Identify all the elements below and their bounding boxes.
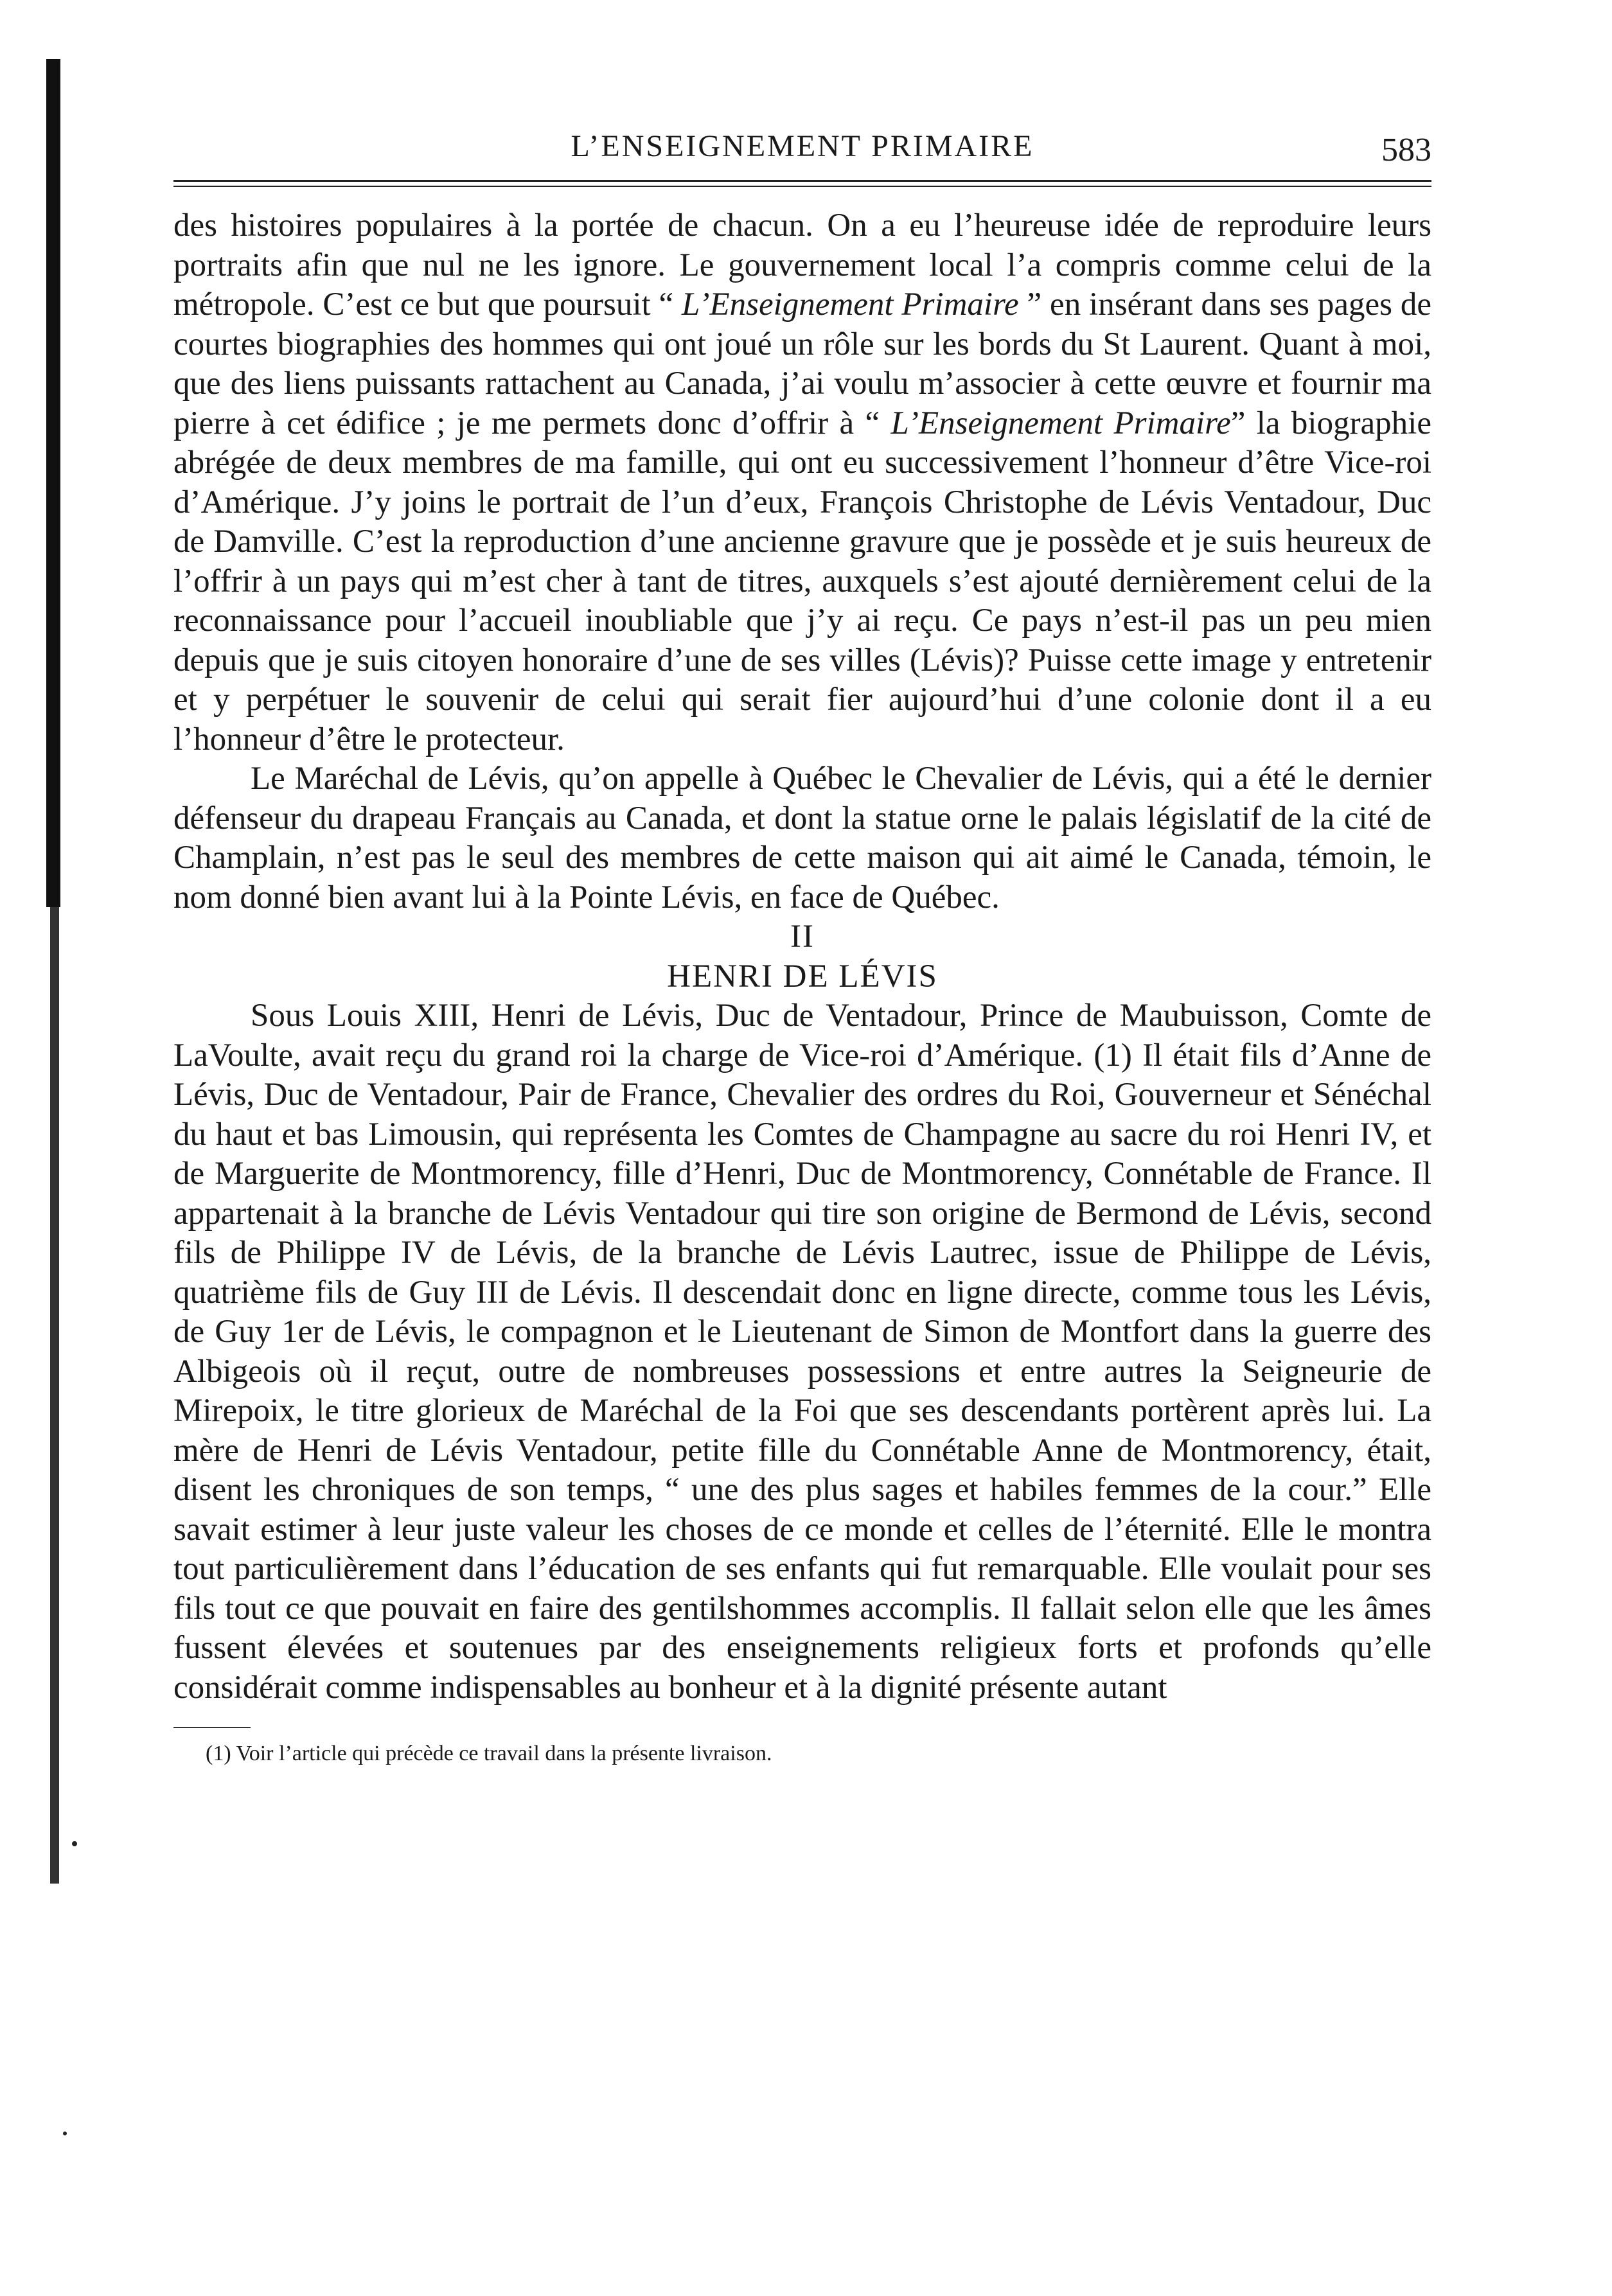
page-number: 583 bbox=[1381, 132, 1431, 168]
paragraph-1 bbox=[173, 206, 1431, 759]
binding-edge-lower bbox=[50, 907, 59, 1884]
paragraph-3: Sous Louis XIII, Henri de Lévis, Duc de Ventadour, Prince de Maubuisson, Comte de LaVoulte, avait reçu du grand roi la charge de Vice-roi d’Amérique. (1) Il était fils d’Anne de Lévis, Duc de Ventadour, Pair de France, Chevalier des ordres du Roi, Gouverneur et Sénéchal du haut et bas Limousin, qui représenta les Comtes de Champagne au sacre du roi Henri IV, et de Marguerite de Montmorency, fille d’Henri, Duc de Montmorency, Connétable de France. Il appartenait à la branche de Lévis Ventadour qui tire son origine de Bermond de Lévis, second fils de Philippe IV de Lévis, de la branche de Lévis Lautrec, issue de Philippe de Lévis, quatrième fils de Guy III de Lévis. Il descendait donc en ligne directe, comme tous les Lévis, de Guy 1er de Lévis, le compagnon et le Lieutenant de Simon de Montfort dans la guerre des Albigeois où il reçut, outre de nombreuses possessions et entre autres la Seigneurie de Mirepoix, le titre glorieux de Maréchal de la Foi que ses descendants portèrent après lui. La mère de Henri de Lévis Ventadour, petite fille du Connétable Anne de Montmorency, était, disent les chroniques de son temps, “ une des plus sages et habiles femmes de la cour.” Elle savait estimer à leur juste valeur les choses de ce monde et celles de l’éternité. Elle le montra tout particulièrement dans l’éducation de ses enfants qui fut remarquable. Elle voulait pour ses fils tout ce que pouvait en faire des gentilshommes accomplis. Il fallait selon elle que les âmes fussent élevées et soutenues par des enseignements religieux forts et profonds qu’elle considérait comme indispensables au bonheur et à la dignité présente autant bbox=[173, 998, 1431, 1706]
footnote-rule bbox=[173, 1727, 251, 1728]
paragraph-1-part-1: des histoires populaires à la portée de chacun. On a eu l’heureuse idée de reproduire leurs portraits afin que nul ne les ignore. Le gouvernement local l’a compris comme celui de la métropole. C’est ce but que poursuit “ bbox=[173, 208, 1431, 322]
margin-dot bbox=[63, 2132, 67, 2135]
journal-title-italic: L’Enseignement Primaire bbox=[890, 405, 1231, 441]
paragraph-1-part-2: ” en insérant dans ses pages de courtes biographies des hommes qui ont joué un rôle sur les bords du St Laurent. Quant à moi, que des liens puissants rattachent au Canada, j’ai voulu m’associer à cette œuvre et fournir ma pierre à cet édifice ; je me permets donc d’offrir à “ bbox=[173, 287, 1431, 441]
section-number: II bbox=[790, 919, 815, 955]
running-head bbox=[173, 122, 1431, 180]
running-title: L’ENSEIGNEMENT PRIMAIRE bbox=[571, 129, 1034, 163]
margin-dot bbox=[72, 1841, 77, 1846]
binding-edge bbox=[46, 59, 60, 907]
footnote: (1) Voir l’article qui précède ce travail dans la présente livraison. bbox=[206, 1742, 772, 1765]
journal-title-italic: L’Enseignement Primaire bbox=[682, 287, 1019, 322]
paragraph-2: Le Maréchal de Lévis, qu’on appelle à Québec le Chevalier de Lévis, qui a été le dernier défenseur du drapeau Français au Canada, et dont la statue orne le palais législatif de la cité de Champlain, n’est pas le seul des membres de cette maison qui ait aimé le Canada, témoin, le nom donné bien avant lui à la Pointe Lévis, en face de Québec. bbox=[173, 761, 1431, 915]
section-title: HENRI DE LÉVIS bbox=[667, 958, 938, 994]
paragraph-1-part-3: ” la biographie abrégée de deux membres de ma famille, qui ont eu successivement l’honneur d’être Vice-roi d’Amérique. J’y joins le portrait de l’un d’eux, François Christophe de Lévis Ventadour, Duc de Damville. C’est la reproduction d’une ancienne gravure que je possède et je suis heureux de l’offrir à un pays qui m’est cher à tant de titres, auxquels s’est ajouté dernièrement celui de la reconnaissance pour l’accueil inoubliable que j’y ai reçu. Ce pays n’est-il pas un peu mien depuis que je suis citoyen honoraire d’une de ses villes (Lévis)? Puisse cette image y entretenir et y perpétuer le souvenir de celui qui serait fier aujourd’hui d’une colonie dont il a eu l’honneur d’être le protecteur. bbox=[173, 405, 1431, 757]
header-rule bbox=[173, 180, 1431, 187]
page bbox=[173, 122, 1431, 1768]
